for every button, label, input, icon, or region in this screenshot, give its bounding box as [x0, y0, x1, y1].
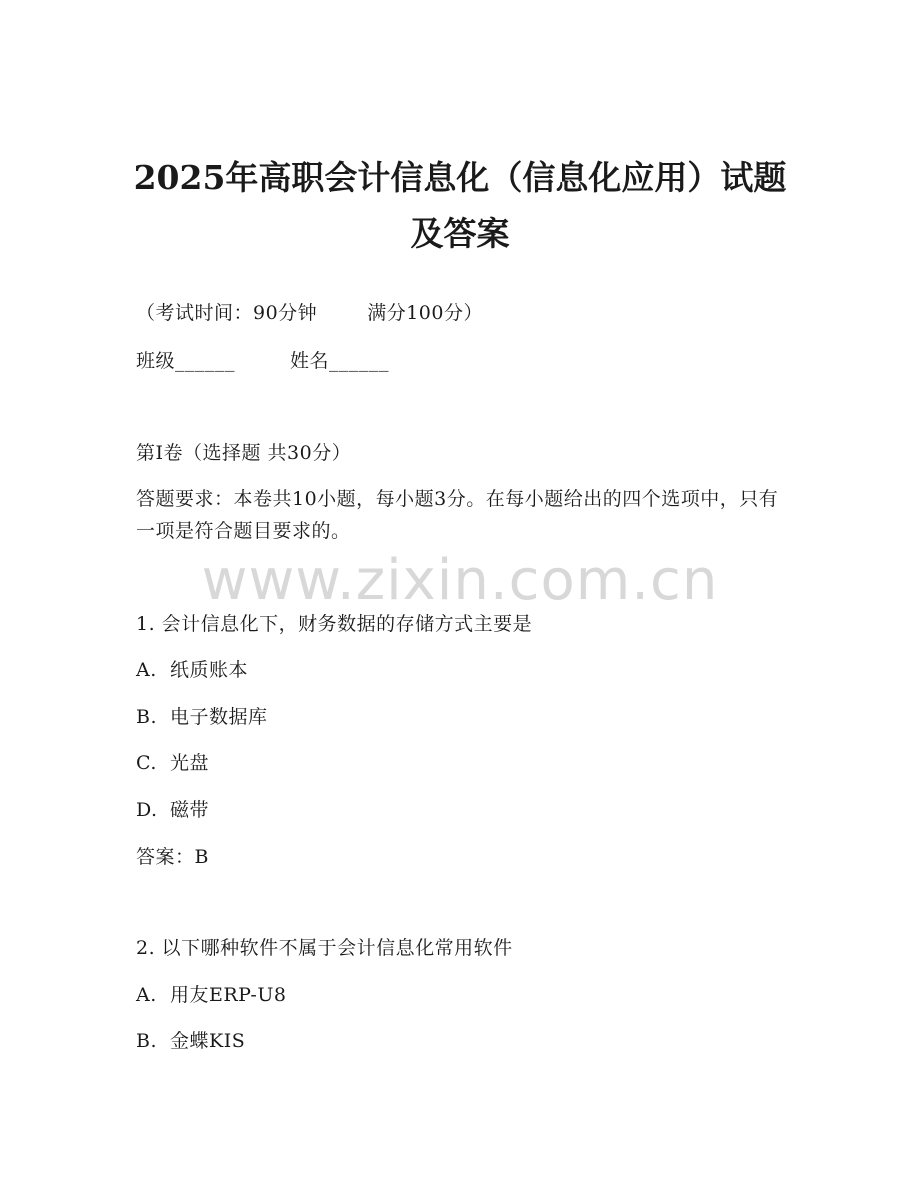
option-key: D. — [136, 799, 158, 821]
question-1-option-d — [136, 797, 209, 823]
title-line-2: 及答案 — [410, 214, 510, 253]
option-text: 金蝶KIS — [170, 1030, 246, 1052]
question-1-answer: 答案：B — [136, 846, 209, 868]
option-key: A. — [136, 984, 157, 1006]
question-2-option-b — [136, 1028, 245, 1054]
question-2-stem: 2. 以下哪种软件不属于会计信息化常用软件 — [136, 937, 513, 959]
exam-time: （考试时间：90分钟 — [136, 302, 318, 324]
class-field[interactable]: 班级______ — [136, 350, 236, 372]
option-key: B. — [136, 1030, 158, 1052]
option-text: 电子数据库 — [170, 706, 268, 728]
name-field[interactable]: 姓名______ — [290, 350, 390, 372]
title-line-1: 2025年高职会计信息化（信息化应用）试题 — [133, 158, 787, 197]
option-key: A. — [136, 659, 157, 681]
student-info — [136, 348, 389, 374]
option-key: B. — [136, 706, 158, 728]
question-2-option-a — [136, 982, 286, 1008]
question-1-option-b — [136, 704, 268, 730]
watermark: www.zixin.com.cn — [201, 548, 719, 613]
option-key: C. — [136, 752, 157, 774]
question-1-option-c — [136, 750, 209, 776]
option-text: 磁带 — [170, 799, 210, 821]
full-score: 满分100分） — [367, 302, 483, 324]
exam-info — [136, 300, 483, 326]
option-text: 纸质账本 — [170, 659, 249, 681]
option-text: 用友ERP-U8 — [170, 984, 287, 1006]
instructions: 答题要求：本卷共10小题，每小题3分。在每小题给出的四个选项中，只有一项是符合题目要求的。 — [136, 488, 779, 542]
section-header: 第I卷（选择题 共30分） — [136, 442, 352, 464]
question-1-option-a — [136, 657, 248, 683]
option-text: 光盘 — [170, 752, 210, 774]
question-1-stem: 1. 会计信息化下，财务数据的存储方式主要是 — [136, 613, 533, 635]
document-title — [60, 150, 860, 262]
